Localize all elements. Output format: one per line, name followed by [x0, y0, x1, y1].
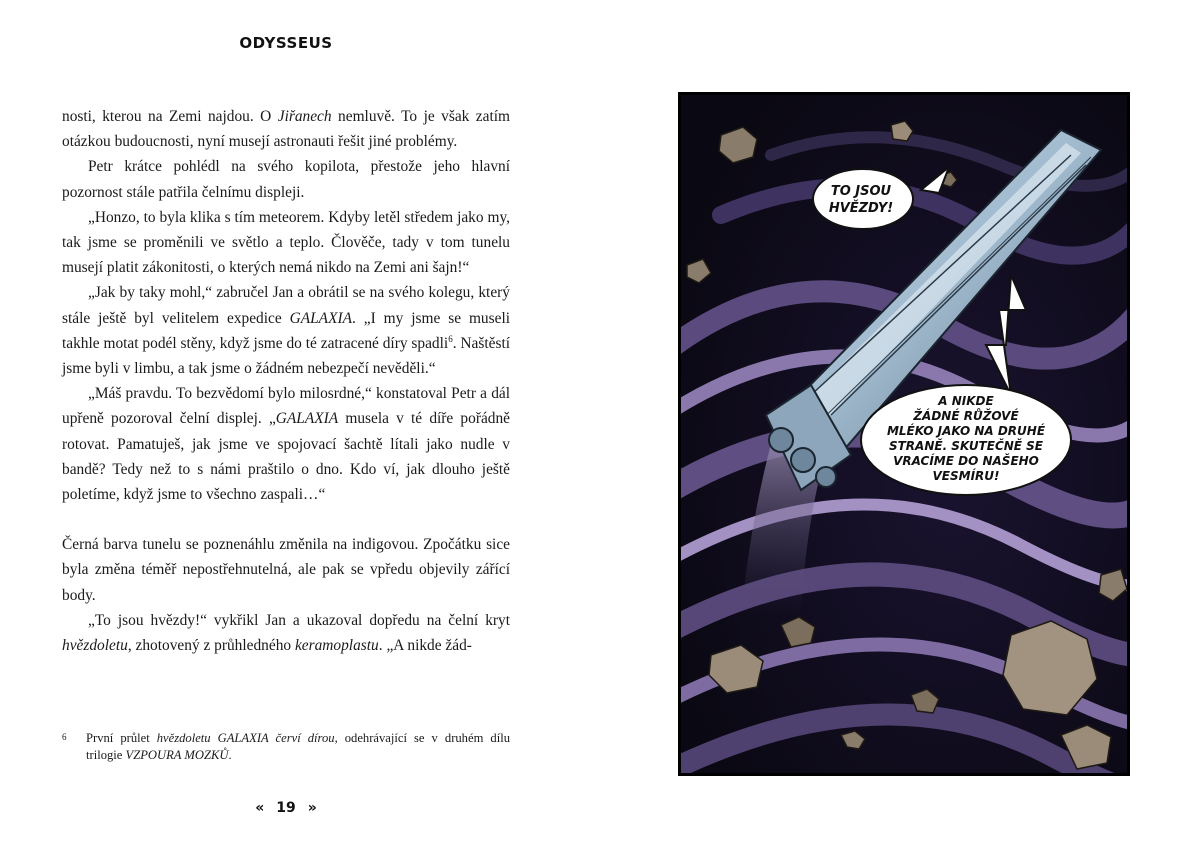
paragraph: Černá barva tunelu se poznenáhlu změnila na indigovou. Zpočátku sice byla změna téměř nepostřehnutelná, ale pak se vpředu objevily zářící body.	[62, 536, 510, 604]
paragraph: „Máš pravdu. To bezvědomí bylo milosrdné,“ konstatoval Petr a dál upřeně pozoroval čelní displej. „GALAXIA musela v té díře pořádně rotovat. Pamatuješ, jak jsme ve spojovací šachtě lítali jako nudle v bandě? Tedy než to s námi praštilo o dno. Kdo ví, jak dlouho ještě poletíme, když jsme to všechno zaspali…“	[62, 385, 510, 504]
page-number	[62, 800, 510, 816]
folio-number: 19	[276, 800, 296, 816]
body-text	[62, 104, 510, 658]
footnote-reference[interactable]: 6	[448, 333, 453, 344]
balloon-bottom-line-6: VESMÍRU!	[932, 469, 1000, 483]
balloon-bottom-line-4: STRANĚ. SKUTEČNĚ SE	[888, 439, 1044, 453]
footnote-marker: 6	[62, 732, 67, 742]
footnote	[62, 730, 510, 763]
balloon-top-line-1: TO JSOU	[830, 184, 892, 199]
balloon-bottom-line-3: MLÉKO JAKO NA DRUHÉ	[886, 424, 1046, 438]
balloon-bottom-line-2: ŽÁDNÉ RŮŽOVÉ	[913, 409, 1019, 423]
footnote-text: První průlet hvězdoletu GALAXIA červí dírou, odehrávající se v druhém dílu trilogie VZPOURA MOZKŮ.	[86, 731, 510, 762]
folio-left-mark: «	[255, 800, 265, 816]
paragraph: „Jak by taky mohl,“ zabručel Jan a obrátil se na svého kolegu, který stále ještě byl velitelem expedice GALAXIA. „I my jsme se museli takhle motat podél stěny, když jsme do té zatracené díry spadli$^6$. Naštěstí jsme byli v limbu, a tak jsme o žádném nebezpečí nevěděli.“	[62, 284, 511, 378]
paragraph: Petr krátce pohlédl na svého kopilota, přestože jeho hlavní pozornost stále patřila čelnímu displeji.	[62, 158, 510, 201]
paragraph: „To jsou hvězdy!“ vykřikl Jan a ukazoval dopředu na čelní kryt hvězdoletu, zhotovený z průhledného keramoplastu. „A nikde žád-	[62, 611, 510, 655]
folio-right-mark: »	[307, 800, 317, 816]
paragraph: nosti, kterou na Zemi najdou. O Jiřanech nemluvě. To je však zatím otázkou budoucnosti, nyní musejí astronauti řešit jiné problémy.	[62, 108, 510, 151]
paragraph: „Honzo, to byla klika s tím meteorem. Kdyby letěl středem jako my, tak jsme se proměnili ve světlo a teplo. Člověče, tady v tom tunelu musejí platit zákonitosti, o kterých nemá nikdo na Zemi ani šajn!“	[62, 208, 510, 277]
comic-artwork	[681, 95, 1127, 773]
running-title: ODYSSEUS	[239, 34, 333, 52]
balloon-top-line-2: HVĚZDY!	[828, 201, 894, 216]
balloon-bottom-line-5: VRACÍME DO NAŠEHO	[893, 454, 1039, 468]
comic-illustration	[678, 92, 1130, 776]
balloon-bottom-line-1: A NIKDE	[938, 394, 994, 408]
